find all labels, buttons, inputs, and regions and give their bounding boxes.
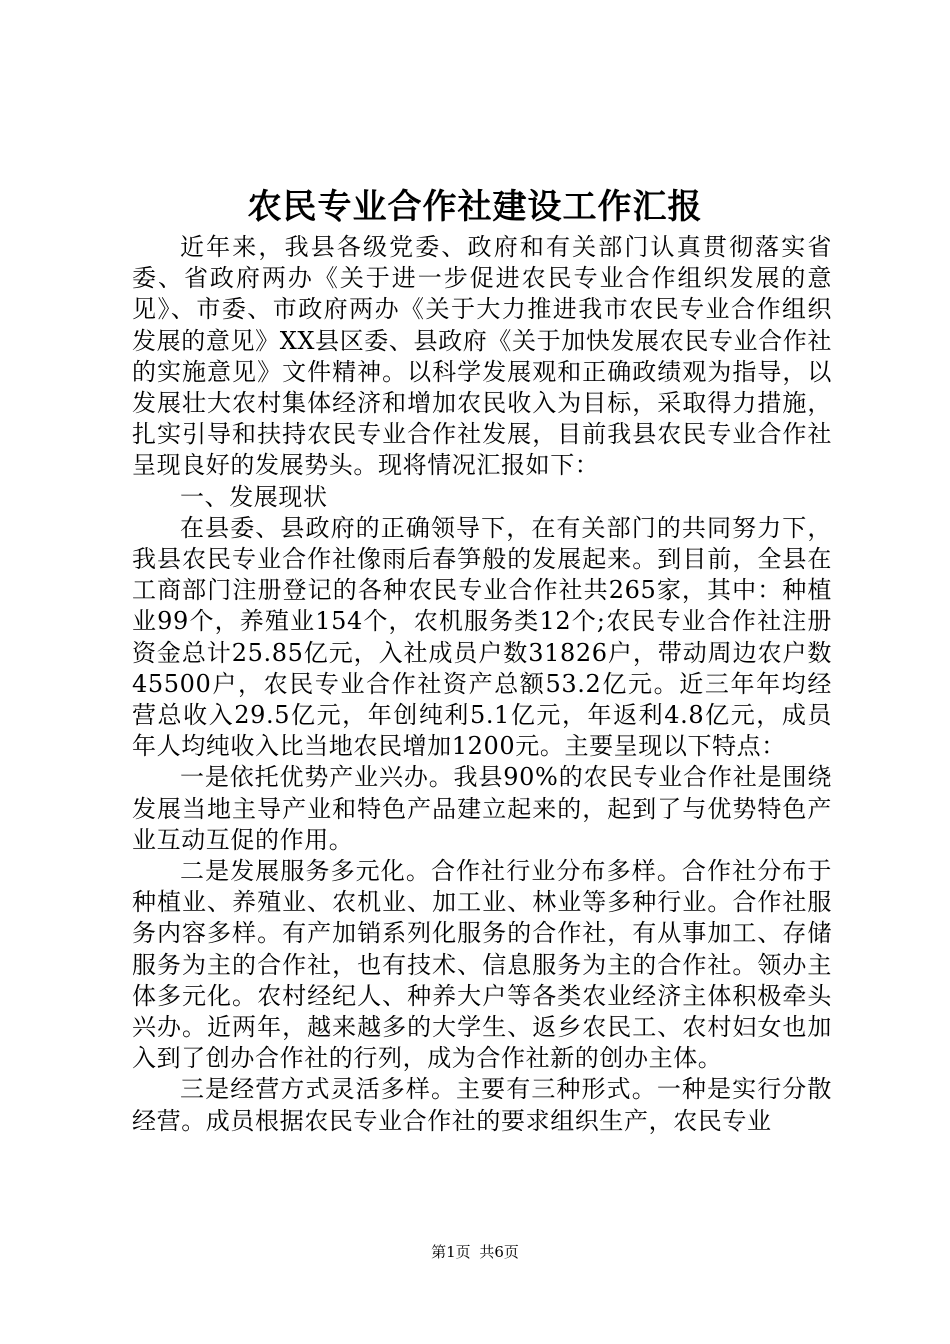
page-total: 共6页 <box>479 1243 519 1261</box>
document-title: 农民专业合作社建设工作汇报 <box>247 187 703 227</box>
paragraph-point-three: 三是经营方式灵活多样。主要有三种形式。一种是实行分散经营。成员根据农民专业合作社的要求组织生产，农民专业 <box>132 1075 832 1135</box>
page-number: 第1页 <box>431 1243 471 1261</box>
paragraph-intro: 近年来，我县各级党委、政府和有关部门认真贯彻落实省委、省政府两办《关于进一步促进农民专业合作组织发展的意见》、市委、市政府两办《关于大力推进我市农民专业合作组织发展的意见》XX县区委、县政府《关于加快发展农民专业合作社的实施意见》文件精神。以科学发展观和正确政绩观为指导，以发展壮大农村集体经济和增加农民收入为目标，采取得力措施，扎实引导和扶持农民专业合作社发展，目前我县农民专业合作社呈现良好的发展势头。现将情况汇报如下： <box>132 233 832 480</box>
paragraph-status: 在县委、县政府的正确领导下，在有关部门的共同努力下，我县农民专业合作社像雨后春笋般的发展起来。到目前，全县在工商部门注册登记的各种农民专业合作社共265家，其中：种植业99个，养殖业154个，农机服务类12个;农民专业合作社注册资金总计25.85亿元，入社成员户数31826户，带动周边农户数45500户，农民专业合作社资产总额53.2亿元。近三年年均经营总收入29.5亿元，年创纯利5.1亿元，年返利4.8亿元，成员年人均纯收入比当地农民增加1200元。主要呈现以下特点： <box>132 513 832 761</box>
page-footer <box>0 1242 950 1262</box>
section-heading-status: 一、发展现状 <box>180 482 328 511</box>
paragraph-point-one: 一是依托优势产业兴办。我县90%的农民专业合作社是围绕发展当地主导产业和特色产品建立起来的，起到了与优势特色产业互动互促的作用。 <box>132 763 832 854</box>
document-body <box>132 232 832 1137</box>
paragraph-point-two: 二是发展服务多元化。合作社行业分布多样。合作社分布于种植业、养殖业、农机业、加工业、林业等多种行业。合作社服务内容多样。有产加销系列化服务的合作社，有从事加工、存储服务为主的合作社，也有技术、信息服务为主的合作社。领办主体多元化。农村经纪人、种养大户等各类农业经济主体积极牵头兴办。近两年，越来越多的大学生、返乡农民工、农村妇女也加入到了创办合作社的行列，成为合作社新的创办主体。 <box>132 857 832 1073</box>
